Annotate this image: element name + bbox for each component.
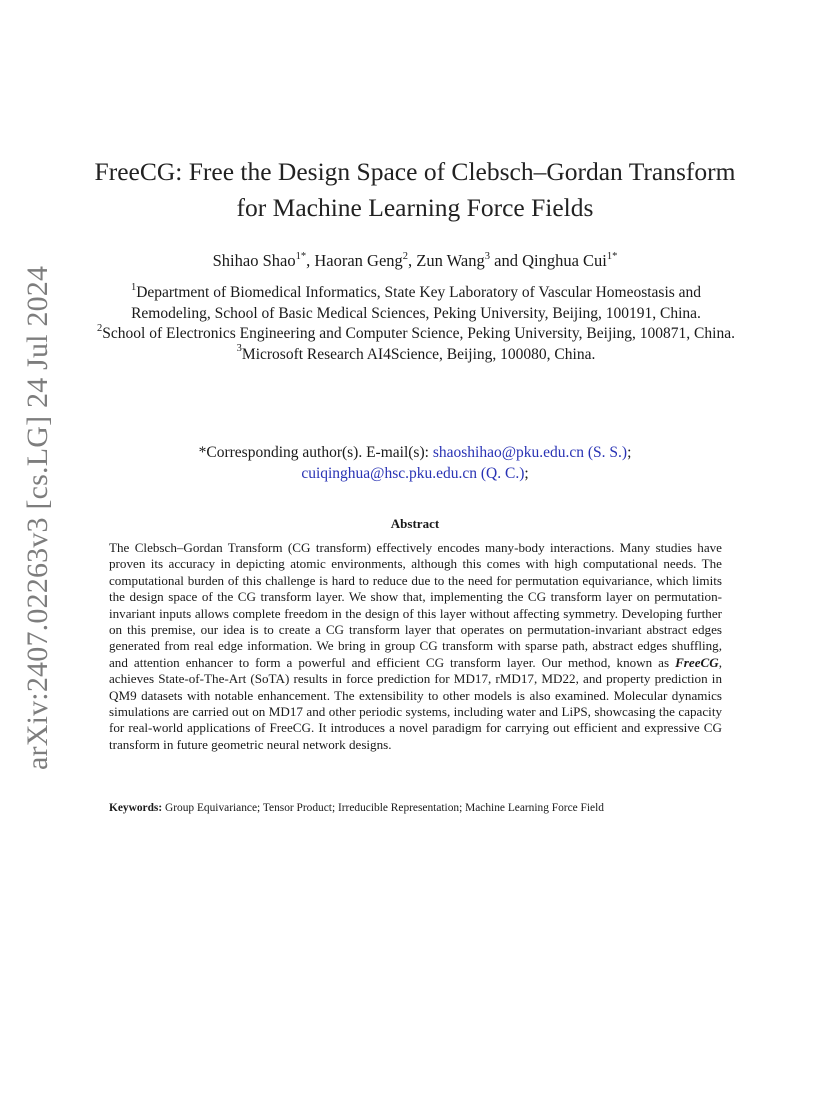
affiliation-text: Department of Biomedical Informatics, State Key Laboratory of Vascular Homeostasis and Remodeling, School of Basic Medical Sciences, Peking University, Beijing, 100191, China. xyxy=(131,284,702,322)
author-separator: , xyxy=(306,251,315,270)
title-line-1: FreeCG: Free the Design Space of Clebsch–Gordan Transform xyxy=(94,157,736,186)
affiliation-2 xyxy=(96,324,736,345)
author-separator: , xyxy=(408,251,417,270)
corresponding-authors xyxy=(90,442,740,484)
author-affiliation-mark: 1* xyxy=(295,250,307,262)
affiliation-text: School of Electronics Engineering and Computer Science, Peking University, Beijing, 100871, China. xyxy=(102,325,735,342)
author-name: Qinghua Cui xyxy=(522,251,607,270)
affiliation-mark: 3 xyxy=(236,343,242,355)
author-name: Zun Wang xyxy=(416,251,485,270)
email-initials-cui[interactable]: (Q. C.) xyxy=(480,465,525,482)
keywords-line xyxy=(109,801,749,816)
keywords-text: Group Equivariance; Tensor Product; Irreducible Representation; Machine Learning Force Field xyxy=(162,802,604,814)
arxiv-identifier-stamp: arXiv:2407.02263v3 [cs.LG] 24 Jul 2024 xyxy=(21,265,54,770)
author-affiliation-mark: 2 xyxy=(402,250,409,262)
email-separator: ; xyxy=(627,444,632,461)
author-affiliation-mark: 3 xyxy=(484,250,490,262)
email-separator: ; xyxy=(524,465,529,482)
keywords-label: Keywords: xyxy=(109,802,163,814)
author-separator: and xyxy=(490,251,523,270)
abstract-text-part-1: The Clebsch–Gordan Transform (CG transform) effectively encodes many-body interactions. Many studies have proven its accuracy in depicting atomic environments, although this comes with high computational needs. The computational burden of this challenge is hard to reduce due to the need for permutation equivariance, which limits the design space of the CG transform layer. We show that, implementing the CG transform layer on permutation-invariant inputs allows complete freedom in the design of this layer without affecting symmetry. Developing further on this premise, our idea is to create a CG transform layer that operates on permutation-invariant abstract edges generated from real edge information. We bring in group CG transform with sparse path, abstract edges shuffling, and attention enhancer to form a powerful and efficient CG transform layer. Our method, known as xyxy=(109,540,722,670)
abstract-body xyxy=(109,540,722,753)
corresponding-prefix: *Corresponding author(s). E-mail(s): xyxy=(198,444,433,461)
email-initials-shao[interactable]: (S. S.) xyxy=(587,444,628,461)
affiliation-list xyxy=(96,283,736,365)
affiliation-1 xyxy=(96,283,736,324)
paper-title xyxy=(60,154,770,226)
method-name: FreeCG xyxy=(675,654,719,670)
affiliation-3 xyxy=(96,345,736,366)
author-name: Shihao Shao xyxy=(212,251,296,270)
affiliation-mark: 1 xyxy=(130,281,137,293)
abstract-text-part-2: , achieves State-of-The-Art (SoTA) results in force prediction for MD17, rMD17, MD22, and property prediction in QM9 datasets with notable enhancement. The extensibility to other models is also examined. Molecular dynamics simulations are carried out on MD17 and other periodic systems, including water and LiPS, showcasing the capacity for real-world applications of FreeCG. It introduces a novel paradigm for carrying out efficient and expressive CG transform in future geometric neural network designs. xyxy=(109,654,722,752)
affiliation-mark: 2 xyxy=(97,322,103,334)
author-name: Haoran Geng xyxy=(314,251,403,270)
author-affiliation-mark: 1* xyxy=(606,250,618,262)
abstract-heading: Abstract xyxy=(390,516,440,531)
email-link-shao[interactable]: shaoshihao@pku.edu.cn xyxy=(432,444,584,461)
email-link-cui[interactable]: cuiqinghua@hsc.pku.edu.cn xyxy=(301,465,478,482)
affiliation-text: Microsoft Research AI4Science, Beijing, 100080, China. xyxy=(241,345,596,363)
author-list xyxy=(60,250,770,272)
title-line-2: for Machine Learning Force Fields xyxy=(236,193,594,222)
